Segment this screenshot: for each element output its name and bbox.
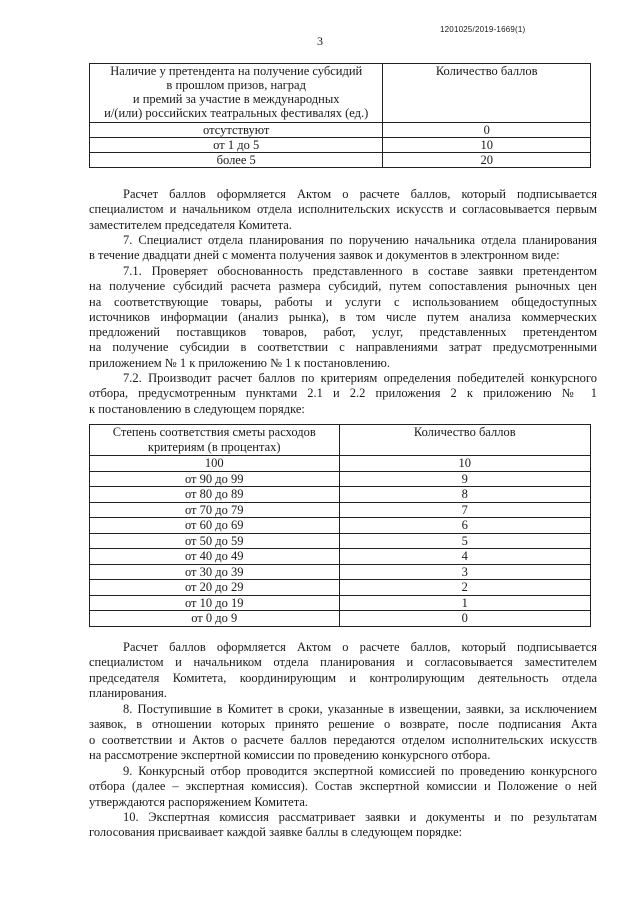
- table-cell: отсутствуют: [90, 123, 383, 138]
- table-row: [90, 564, 591, 580]
- text-line-content: 7.2. Производит расчет баллов по критериям определения победителей конкурсного: [123, 371, 597, 385]
- text-line: специалистом и начальником отдела исполнительских искусств и согласовывается первым: [89, 202, 597, 217]
- text-line: [89, 233, 597, 248]
- table-cell: 3: [339, 564, 591, 580]
- table-cell: от 10 до 19: [90, 595, 340, 611]
- text-line: о соответствии и Актов о расчете баллов передаются отделом исполнительских искусств: [89, 732, 597, 747]
- text-line-content: 9. Конкурсный отбор проводится экспертной комиссией по проведению конкурсного: [123, 764, 597, 778]
- text-line: к постановлению в следующем порядке:: [89, 401, 305, 416]
- table-cell: 10: [383, 138, 591, 153]
- table-cell: 8: [339, 487, 591, 503]
- table-cell: 5: [339, 533, 591, 549]
- paragraph-act-calculation-1: [89, 187, 597, 233]
- estimate-compliance-score-table: [89, 424, 591, 627]
- awards-score-table: [89, 63, 591, 168]
- table-cell: от 70 до 79: [90, 502, 340, 518]
- document-id: 1201025/2019-1669(1): [440, 25, 526, 34]
- text-line: в течение двадцати дней с момента получения заявок и документов в электронном виде:: [89, 248, 560, 263]
- table-row: [90, 471, 591, 487]
- table-row: [90, 549, 591, 565]
- table-cell: 4: [339, 549, 591, 565]
- table-row: [90, 611, 591, 627]
- table-cell: от 60 до 69: [90, 518, 340, 534]
- table-cell: 0: [383, 123, 591, 138]
- header-line: Наличие у претендента на получение субсидий: [110, 64, 363, 78]
- text-line: [89, 187, 597, 202]
- text-line-content: Расчет баллов оформляется Актом о расчете баллов, который подписывается: [123, 187, 597, 201]
- text-line: на соответствующие товары, работы и услуги с использованием общедоступных: [89, 294, 597, 309]
- table-cell: от 50 до 59: [90, 533, 340, 549]
- table-row: [90, 580, 591, 596]
- text-line: источников информации (анализ рынка), в том числе путем анализа коммерческих: [89, 309, 597, 324]
- text-line: [89, 810, 597, 825]
- table-cell: от 1 до 5: [90, 138, 383, 153]
- table-row: [90, 153, 591, 168]
- table-cell: 1: [339, 595, 591, 611]
- text-line: [89, 702, 597, 717]
- text-line: планирования.: [89, 685, 167, 700]
- text-line: заместителем председателя Комитета.: [89, 217, 292, 232]
- text-line: [89, 640, 597, 655]
- paragraph-item-9: [89, 764, 597, 810]
- table-header-row: [90, 64, 591, 123]
- table-header-cell: [90, 64, 383, 123]
- paragraph-item-10: [89, 810, 597, 841]
- table-row: [90, 595, 591, 611]
- table-header-row: [90, 425, 591, 456]
- text-line-content: Расчет баллов оформляется Актом о расчете баллов, который подписывается: [123, 640, 597, 654]
- text-line: приложением № 1 к приложению № 1 к постановлению.: [89, 355, 390, 370]
- text-line-content: 10. Экспертная комиссия рассматривает заявки и документы и по результатам: [123, 810, 597, 824]
- text-line: председателя Комитета, координирующим и контролирующим деятельность отдела: [89, 670, 597, 685]
- table-row: [90, 138, 591, 153]
- table-cell: 10: [339, 456, 591, 472]
- table-cell: 2: [339, 580, 591, 596]
- text-line-content: 7. Специалист отдела планирования по поручению начальника отдела планирования: [123, 233, 597, 247]
- text-line: заявок, в отношении которых принято решение о возврате, после подписания Акта: [89, 717, 597, 732]
- table-cell: 6: [339, 518, 591, 534]
- table-header-cell: Количество баллов: [339, 425, 591, 456]
- table-row: [90, 518, 591, 534]
- table-cell: 7: [339, 502, 591, 518]
- text-line: предложений поставщиков товаров, работ, услуг, представленных претендентом: [89, 325, 597, 340]
- text-line: специалистом и начальником отдела планирования и согласовывается заместителем: [89, 655, 597, 670]
- paragraph-item-7-2: [89, 371, 597, 417]
- table-header-cell: [90, 425, 340, 456]
- text-line: [89, 371, 597, 386]
- text-line: [89, 764, 597, 779]
- text-line: на получение субсидий расчета размера субсидий, путем сопоставления рыночных цен: [89, 279, 597, 294]
- paragraph-item-7-1: [89, 264, 597, 371]
- table-row: [90, 123, 591, 138]
- header-line: критериям (в процентах): [147, 439, 281, 454]
- text-line: на рассмотрение экспертной комиссии по проведению конкурсного отбора.: [89, 747, 491, 762]
- table-cell: от 30 до 39: [90, 564, 340, 580]
- header-line: и премий за участие в международных: [132, 92, 340, 106]
- text-line: голосования присваивает каждой заявке баллы в следующем порядке:: [89, 825, 463, 840]
- table-cell: 0: [339, 611, 591, 627]
- table-cell: от 80 до 89: [90, 487, 340, 503]
- page-number: 3: [317, 34, 323, 48]
- table-header-cell: Количество баллов: [383, 64, 591, 123]
- table-row: [90, 456, 591, 472]
- table-cell: от 0 до 9: [90, 611, 340, 627]
- table-cell: от 20 до 29: [90, 580, 340, 596]
- paragraph-item-7: [89, 233, 597, 264]
- text-line: на получение субсидии в соответствии с направлениями затрат предусмотренными: [89, 340, 597, 355]
- table-row: [90, 533, 591, 549]
- header-line: и/(или) российских театральных фестивалях (ед.): [104, 106, 369, 120]
- table-cell: от 90 до 99: [90, 471, 340, 487]
- text-line: отбора (далее – экспертная комиссия). Состав экспертной комиссии и Положение о ней: [89, 779, 597, 794]
- text-line: утверждаются распоряжением Комитета.: [89, 794, 308, 809]
- table-cell: 20: [383, 153, 591, 168]
- text-line: [89, 264, 597, 279]
- text-line: отбора, предусмотренным пунктами 2.1 и 2.2 приложения 2 к приложению № 1: [89, 386, 597, 401]
- table-row: [90, 502, 591, 518]
- table-cell: 9: [339, 471, 591, 487]
- table-cell: более 5: [90, 153, 383, 168]
- paragraph-item-8: [89, 702, 597, 763]
- table-cell: 100: [90, 456, 340, 472]
- text-line-content: 8. Поступившие в Комитет в сроки, указанные в извещении, заявки, за исключением: [123, 702, 597, 716]
- table-row: [90, 487, 591, 503]
- text-line-content: 7.1. Проверяет обоснованность представленного в составе заявки претендентом: [123, 264, 597, 278]
- header-line: в прошлом призов, наград: [166, 78, 306, 92]
- header-line: Степень соответствия сметы расходов: [112, 425, 316, 439]
- table-cell: от 40 до 49: [90, 549, 340, 565]
- paragraph-act-calculation-2: [89, 640, 597, 701]
